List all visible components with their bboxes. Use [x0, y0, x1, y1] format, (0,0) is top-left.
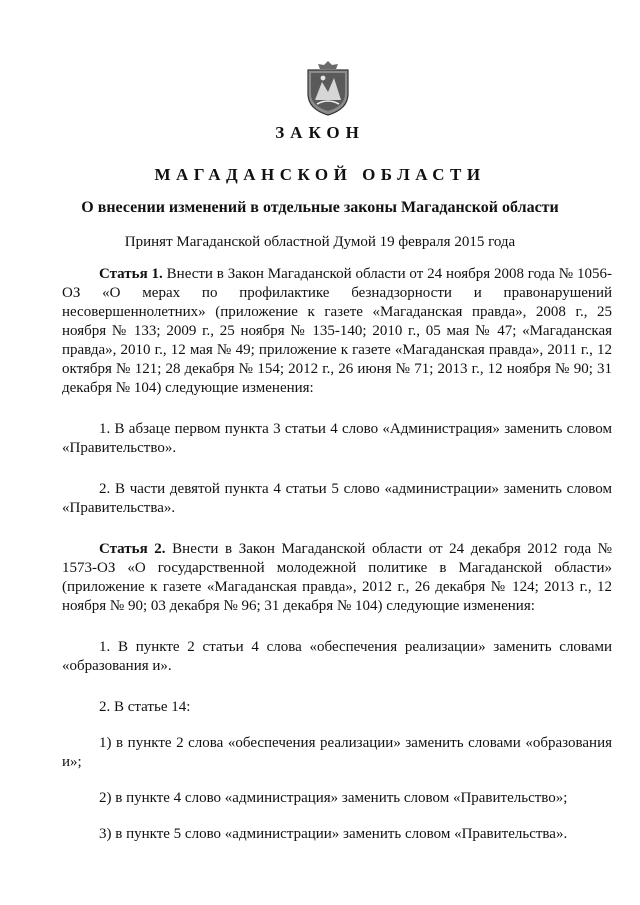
article-2-item-1: 1. В пункте 2 статьи 4 слова «обеспечения реализации» заменить словами «образования и».	[62, 639, 612, 674]
article-1-item-1: 1. В абзаце первом пункта 3 статьи 4 слово «Администрация» заменить словом «Правительство».	[62, 421, 612, 456]
article-2-subitem-3: 3) в пункте 5 слово «администрации» заменить словом «Правительства».	[99, 826, 568, 842]
document-body	[62, 265, 612, 844]
article-2-subitem-1: 1) в пункте 2 слова «обеспечения реализации» заменить словами «образования и»;	[62, 735, 612, 770]
article-2-intro-text: Внести в Закон Магаданской области от 24 декабря 2012 года № 1573-ОЗ «О государственной молодежной политике в Магаданской области» (приложение к газете «Магаданская правда», 2012 г., 26 декабря № 124; 2013 г., 12 ноября № 90; 03 декабря № 96; 31 декабря № 104) следующие изменения:	[62, 541, 612, 614]
law-subject-title: О внесении изменений в отдельные законы Магаданской области	[81, 199, 559, 216]
article-1-label: Статья 1.	[99, 266, 163, 282]
article-2-intro	[62, 540, 612, 616]
adoption-line: Принят Магаданской областной Думой 19 февраля 2015 года	[124, 234, 516, 250]
document-type-title: ЗАКОН	[275, 123, 365, 142]
article-2-item-2: 2. В статье 14:	[99, 699, 191, 715]
article-1-item-2: 2. В части девятой пункта 4 статьи 5 слово «администрации» заменить словом «Правительства».	[62, 481, 612, 516]
region-title: МАГАДАНСКОЙ ОБЛАСТИ	[154, 165, 486, 184]
article-1-intro-text: Внести в Закон Магаданской области от 24 ноября 2008 года № 1056-ОЗ «О мерах по профилактике безнадзорности и правонарушений несовершеннолетних» (приложение к газете «Магаданская правда», 2008 г., 25 ноября № 133; 2009 г., 25 ноября № 135-140; 2010 г., 05 мая № 47; «Магаданская правда», 2010 г., 12 мая № 49; приложение к газете «Магаданская правда», 2011 г., 12 октября № 121; 28 декабря № 154; 2012 г., 26 июня № 71; 2013 г., 12 ноября № 90; 31 декабря № 104) следующие изменения:	[62, 266, 613, 396]
article-2-label: Статья 2.	[99, 541, 166, 557]
coat-of-arms-icon	[303, 60, 353, 116]
article-2-subitem-2: 2) в пункте 4 слово «администрация» заменить словом «Правительство»;	[99, 790, 568, 806]
article-1-intro	[62, 265, 612, 398]
